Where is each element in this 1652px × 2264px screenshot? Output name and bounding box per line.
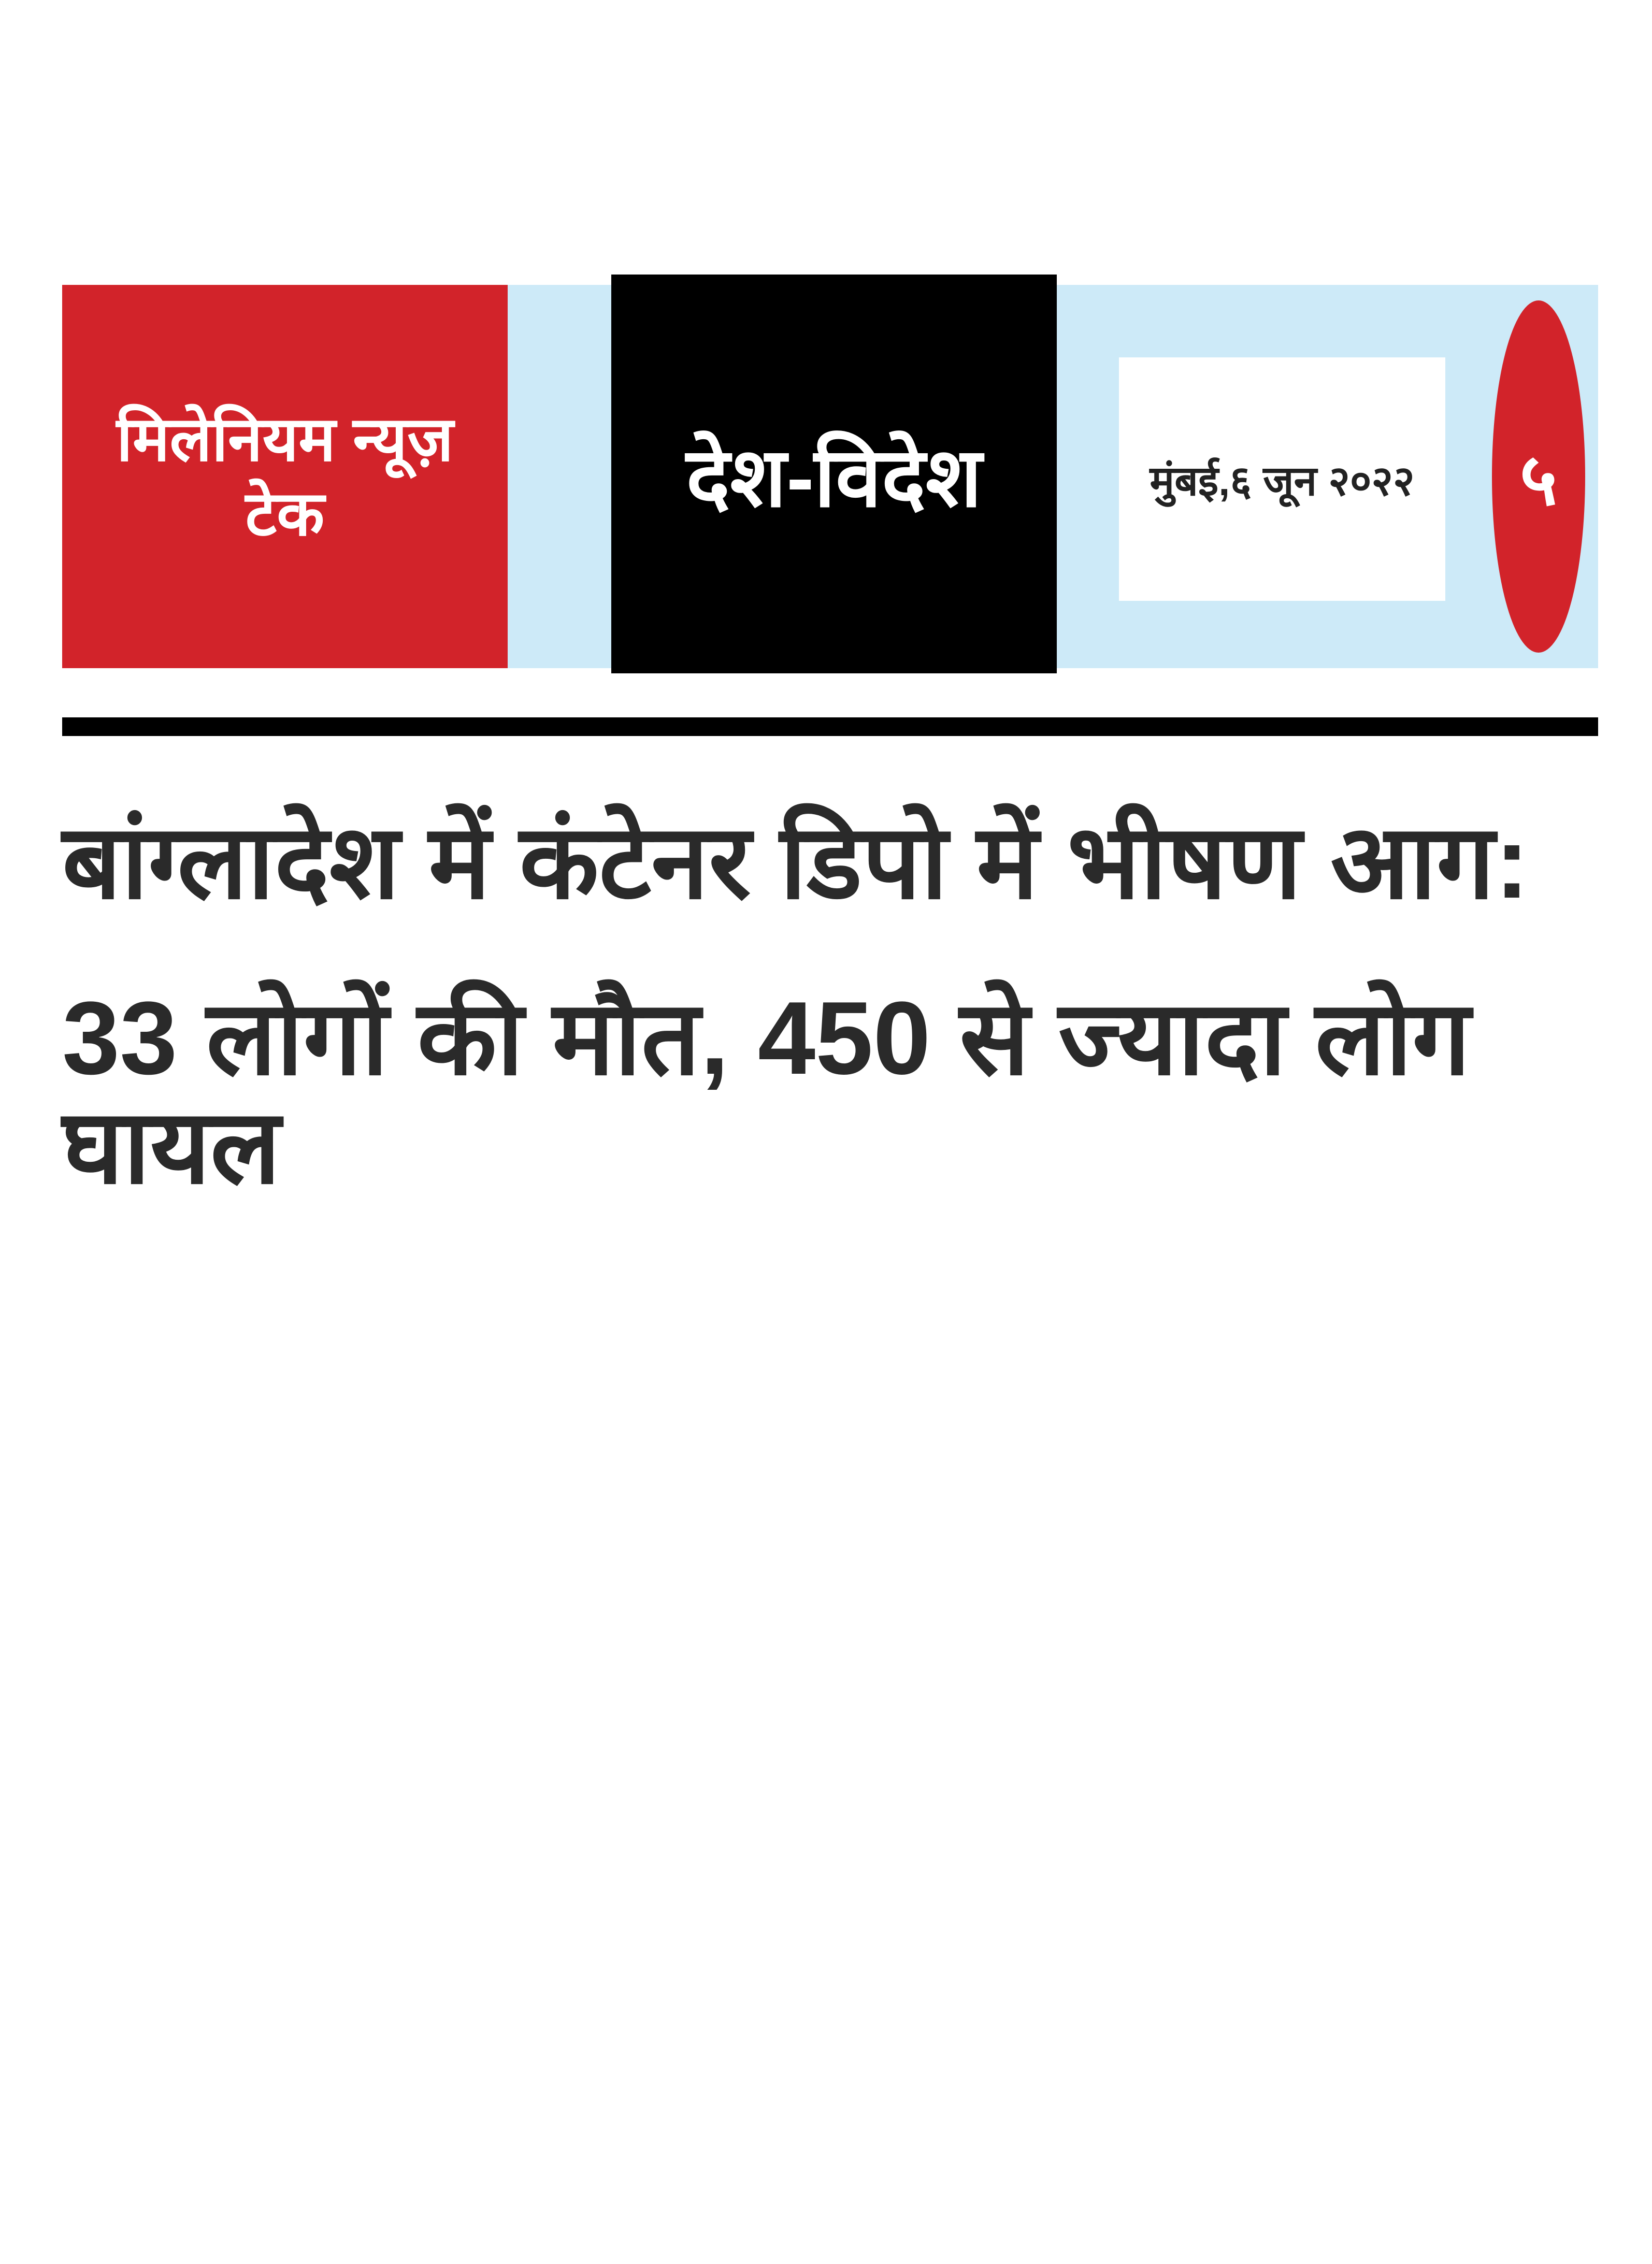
dateline: मुंबई,६ जून २०२२ bbox=[1119, 357, 1445, 601]
lead-headline-line1: बांग्लादेश में कंटेनर डिपो में भीषण आग: bbox=[62, 804, 1530, 920]
newspaper-brand: मिलेनियम न्यूज़ टेक bbox=[62, 285, 508, 668]
lead-headline-line2: 33 लोगों की मौत, 450 से ज्यादा लोग घायल bbox=[62, 980, 1471, 1205]
section-label: देश-विदेश bbox=[611, 275, 1057, 673]
divider-rule bbox=[62, 717, 1598, 736]
page-number: ५ bbox=[1492, 300, 1585, 653]
